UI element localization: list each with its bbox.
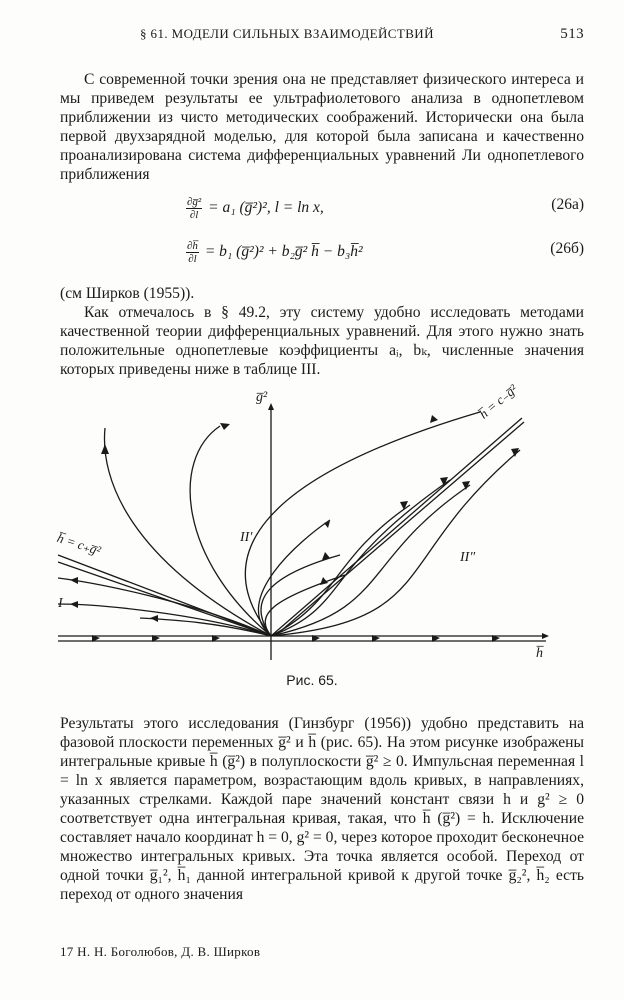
page-footer: 17 Н. Н. Боголюбов, Д. В. Ширков	[60, 944, 261, 959]
paragraph-method: Как отмечалось в § 49.2, эту систему удобно исследовать методами качественной теории дифференциальных уравнений. Для этого нужно знать положительные однопетлевые коэффициенты aᵢ, bₖ, численные значения которых приведены ниже в таблице III.	[60, 304, 584, 378]
eq-b-number: (26б)	[550, 240, 584, 257]
curve-4	[258, 520, 330, 636]
separatrix-left	[58, 555, 271, 636]
separatrix-right	[271, 418, 522, 636]
figure-caption: Рис. 65.	[286, 672, 338, 688]
curve-12	[271, 485, 470, 636]
eq-a-number: (26а)	[551, 196, 584, 213]
eq-b-denominator: ∂l	[188, 253, 197, 265]
eq-a-rhs: = a₁ (g̅²)², l = ln x,	[208, 199, 324, 217]
region-II1-label: II′	[240, 530, 253, 545]
curve-11	[271, 480, 450, 636]
curve-6	[265, 575, 345, 636]
curve-5	[261, 555, 340, 636]
equation-26a	[60, 192, 584, 222]
curve-9	[140, 618, 271, 636]
eq-b-rhs: = b₁ (g̅²)² + b₂g̅² h̅ − b₃h̅²	[204, 243, 363, 261]
running-header	[60, 26, 584, 46]
eq-a-denominator: ∂l	[189, 209, 199, 221]
y-axis-label: g̅²	[256, 390, 268, 405]
curve-7	[58, 578, 271, 636]
region-I-label: I	[58, 596, 63, 611]
eq-b-fraction	[186, 240, 199, 265]
line-left-label: h̅ = c₊g̅²	[55, 530, 103, 559]
eq-b-numerator: ∂h̅	[187, 240, 198, 252]
x-axis-label: h̅	[536, 646, 543, 661]
paragraph-intro: С современной точки зрения она не представляет физического интереса и мы приведем результаты ее ультрафиолетового анализа в однопетлевом приближении из чисто методических соображений. Исторически она была первой двухзарядной моделью, для которой была записана и качественно проанализирована система дифференциальных уравнений Ли однопетлевого приближения	[60, 71, 584, 183]
equation-26b	[60, 236, 584, 266]
eq-a-numerator: ∂g̅²	[187, 196, 202, 208]
paragraph-results: Результаты этого исследования (Гинзбург (1956)) удобно представить на фазовой плоскости переменных g̅² и h̅ (рис. 65). На этом рисунке изображены интегральные кривые h̅ (g̅²) в полуплоскости g̅² ≥ 0. Импульсная переменная l = ln x является параметром, возрастающим вдоль кривых, в направлениях, указанных стрелками. Каждой паре значений констант связи h и g² ≥ 0 соответствует одна интегральная кривая, такая, что h̅ (g̅²) = h. Исключение составляет начало координат h = 0, g² = 0, через которое проходит бесконечное множество интегральных кривых. Эта точка является особой. Переход от одной точки g̅₁², h̅₁ данной интегральной кривой к другой точке g̅₂², h̅₂ есть переход от одного значения	[60, 715, 584, 903]
curve-3	[245, 412, 480, 636]
line-right-label: h̅ = c₋g̅²	[476, 381, 520, 422]
region-II2-label: II″	[460, 550, 476, 565]
eq-a-fraction	[186, 196, 202, 221]
curve-2	[190, 426, 271, 636]
page-number: 513	[560, 26, 584, 42]
curve-10	[271, 505, 410, 636]
curve-8	[58, 604, 271, 636]
citation: (см Ширков (1955)).	[60, 285, 195, 302]
header-title: § 61. МОДЕЛИ СИЛЬНЫХ ВЗАИМОДЕЙСТВИЙ	[140, 26, 434, 41]
curve-13	[271, 450, 520, 636]
